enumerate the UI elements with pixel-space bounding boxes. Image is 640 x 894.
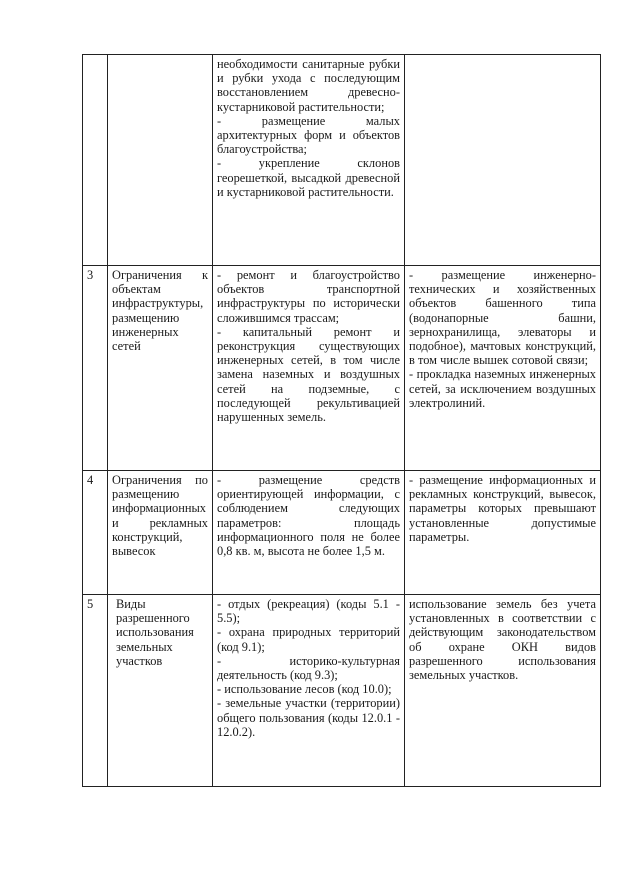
list-item: - капитальный ремонт и реконструкция существующих инженерных сетей, в том числе замена наземных и воздушных сетей на подземные, с последующей рекультивацией нарушенных земель. xyxy=(217,324,400,425)
restriction-name-text: Виды разрешенного использования земельных участков xyxy=(116,597,194,668)
list-item: - историко-культурная деятельность (код 9.3); xyxy=(217,653,400,683)
restrictions-table xyxy=(82,54,601,787)
restriction-name-text: Ограничения к объектам инфраструктуры, размещению инженерных сетей xyxy=(112,268,208,354)
list-item: - отдых (рекреация) (коды 5.1 - 5.5); xyxy=(217,597,400,626)
list-item: - земельные участки (территории) общего пользования (коды 12.0.1 - 12.0.2). xyxy=(217,696,400,739)
list-item: - ремонт и благоустройство объектов транспортной инфраструктуры по исторически сложившимся трассам; xyxy=(217,268,400,325)
prohibited-activities xyxy=(405,266,601,471)
prohibited-activities xyxy=(405,55,601,266)
row-number: 3 xyxy=(83,266,108,471)
table-row xyxy=(83,266,601,471)
table-row xyxy=(83,595,601,787)
list-item: - использование лесов (код 10.0); xyxy=(217,682,392,697)
table-row xyxy=(83,55,601,266)
restriction-name xyxy=(108,471,213,595)
list-item: - размещение малых архитектурных форм и объектов благоустройства; xyxy=(217,113,400,157)
restriction-name xyxy=(108,55,213,266)
table-row xyxy=(83,471,601,595)
list-item: - размещение средств ориентирующей информации, с соблюдением следующих параметров: площадь информационного поля не более 0,8 кв. м, высота не более 1,5 м. xyxy=(217,473,400,559)
row-number: 4 xyxy=(83,471,108,595)
allowed-activities xyxy=(213,595,405,787)
restriction-name xyxy=(108,266,213,471)
list-item: необходимости санитарные рубки и рубки ухода с последующим восстановлением древесно-кустарниковой растительности; xyxy=(217,57,400,114)
list-item: использование земель без учета установленных в соответствии с действующим законодательством об охране ОКН видов разрешенного использования земельных участков. xyxy=(409,597,596,683)
list-item: - укрепление склонов георешеткой, высадкой древесной и кустарниковой растительности. xyxy=(217,156,400,199)
restriction-name xyxy=(108,595,213,787)
restriction-name-text: Ограничения по размещению информационных и рекламных конструкций, вывесок xyxy=(112,473,208,559)
list-item: - размещение информационных и рекламных конструкций, вывесок, параметры которых превышают установленные допустимые параметры. xyxy=(409,473,596,544)
list-item: - охрана природных территорий (код 9.1); xyxy=(217,625,400,654)
list-item: - размещение инженерно-технических и хозяйственных объектов башенного типа (водонапорные башни, зернохранилища, элеваторы и подобное), мачтовых конструкций, в том числе вышек сотовой связи; xyxy=(409,268,596,368)
allowed-activities xyxy=(213,266,405,471)
prohibited-activities xyxy=(405,595,601,787)
row-number: 5 xyxy=(83,595,108,787)
prohibited-activities xyxy=(405,471,601,595)
allowed-activities xyxy=(213,471,405,595)
row-number xyxy=(83,55,108,266)
allowed-activities xyxy=(213,55,405,266)
list-item: - прокладка наземных инженерных сетей, за исключением воздушных электролиний. xyxy=(409,367,596,410)
